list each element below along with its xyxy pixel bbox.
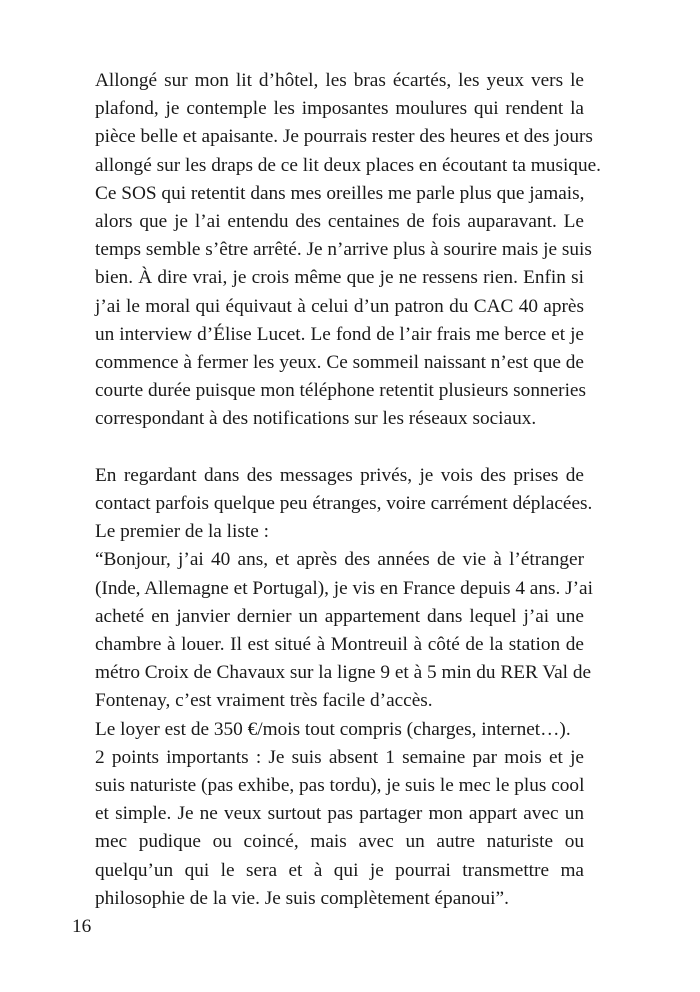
text-line: Ce SOS qui retentit dans mes oreilles me parle plus que jamais, [95,182,585,204]
text-line: commence à fermer les yeux. Ce sommeil naissant n’est que de [95,352,584,374]
text-line: plafond, je contemple les imposantes moulures qui rendent la [95,98,584,120]
text-line: suis naturiste (pas exhibe, pas tordu), je suis le mec le plus cool [95,775,585,797]
text-line: “Bonjour, j’ai 40 ans, et après des années de vie à l’étranger [95,549,584,571]
text-line: correspondant à des notifications sur les réseaux sociaux. [95,408,537,430]
paragraph-spacer [72,434,584,462]
text-line: quelqu’un qui le sera et à qui je pourrai transmettre ma [95,859,584,881]
text-line: Le premier de la liste : [95,521,269,543]
text-line: acheté en janvier dernier un appartement dans lequel j’ai une [95,605,584,627]
paragraph-rent [72,716,584,744]
paragraph-important-points [72,744,584,913]
text-line: un interview d’Élise Lucet. Le fond de l’air frais me berce et je [95,323,584,345]
text-line: mec pudique ou coincé, mais avec un autre naturiste ou [95,831,584,853]
page-number: 16 [72,916,92,937]
text-line: métro Croix de Chavaux sur la ligne 9 et à 5 min du RER Val de [95,662,592,684]
paragraph-hotel-room [72,67,601,434]
paragraph-private-messages [72,462,593,547]
text-line: temps semble s’être arrêté. Je n’arrive plus à sourire mais je suis [95,239,592,261]
text-line: Fontenay, c’est vraiment très facile d’accès. [95,690,433,712]
text-line: allongé sur les draps de ce lit deux places en écoutant ta musique. [95,154,601,176]
paragraph-quoted-message [72,546,593,715]
text-line: 2 points importants : Je suis absent 1 semaine par mois et je [95,746,584,768]
text-line: bien. À dire vrai, je crois même que je ne ressens rien. Enfin si [95,267,584,289]
text-line: j’ai le moral qui équivaut à celui d’un patron du CAC 40 après [95,295,584,317]
text-line: (Inde, Allemagne et Portugal), je vis en France depuis 4 ans. J’ai [95,577,593,599]
text-line: chambre à louer. Il est situé à Montreuil à côté de la station de [95,634,584,656]
text-line: et simple. Je ne veux surtout pas partager mon appart avec un [95,803,584,825]
text-line: Allongé sur mon lit d’hôtel, les bras écartés, les yeux vers le [95,70,584,91]
text-line: pièce belle et apaisante. Je pourrais rester des heures et des jours [95,126,593,148]
body-text [72,67,601,913]
text-line: alors que je l’ai entendu des centaines de fois auparavant. Le [95,211,584,233]
text-line: philosophie de la vie. Je suis complètement épanoui”. [95,887,509,909]
text-line: courte durée puisque mon téléphone retentit plusieurs sonneries [95,380,586,402]
text-line: contact parfois quelque peu étranges, voire carrément déplacées. [95,493,593,515]
text-line: Le loyer est de 350 €/mois tout compris (charges, internet…). [95,718,571,740]
text-line: En regardant dans des messages privés, je vois des prises de [95,464,584,486]
